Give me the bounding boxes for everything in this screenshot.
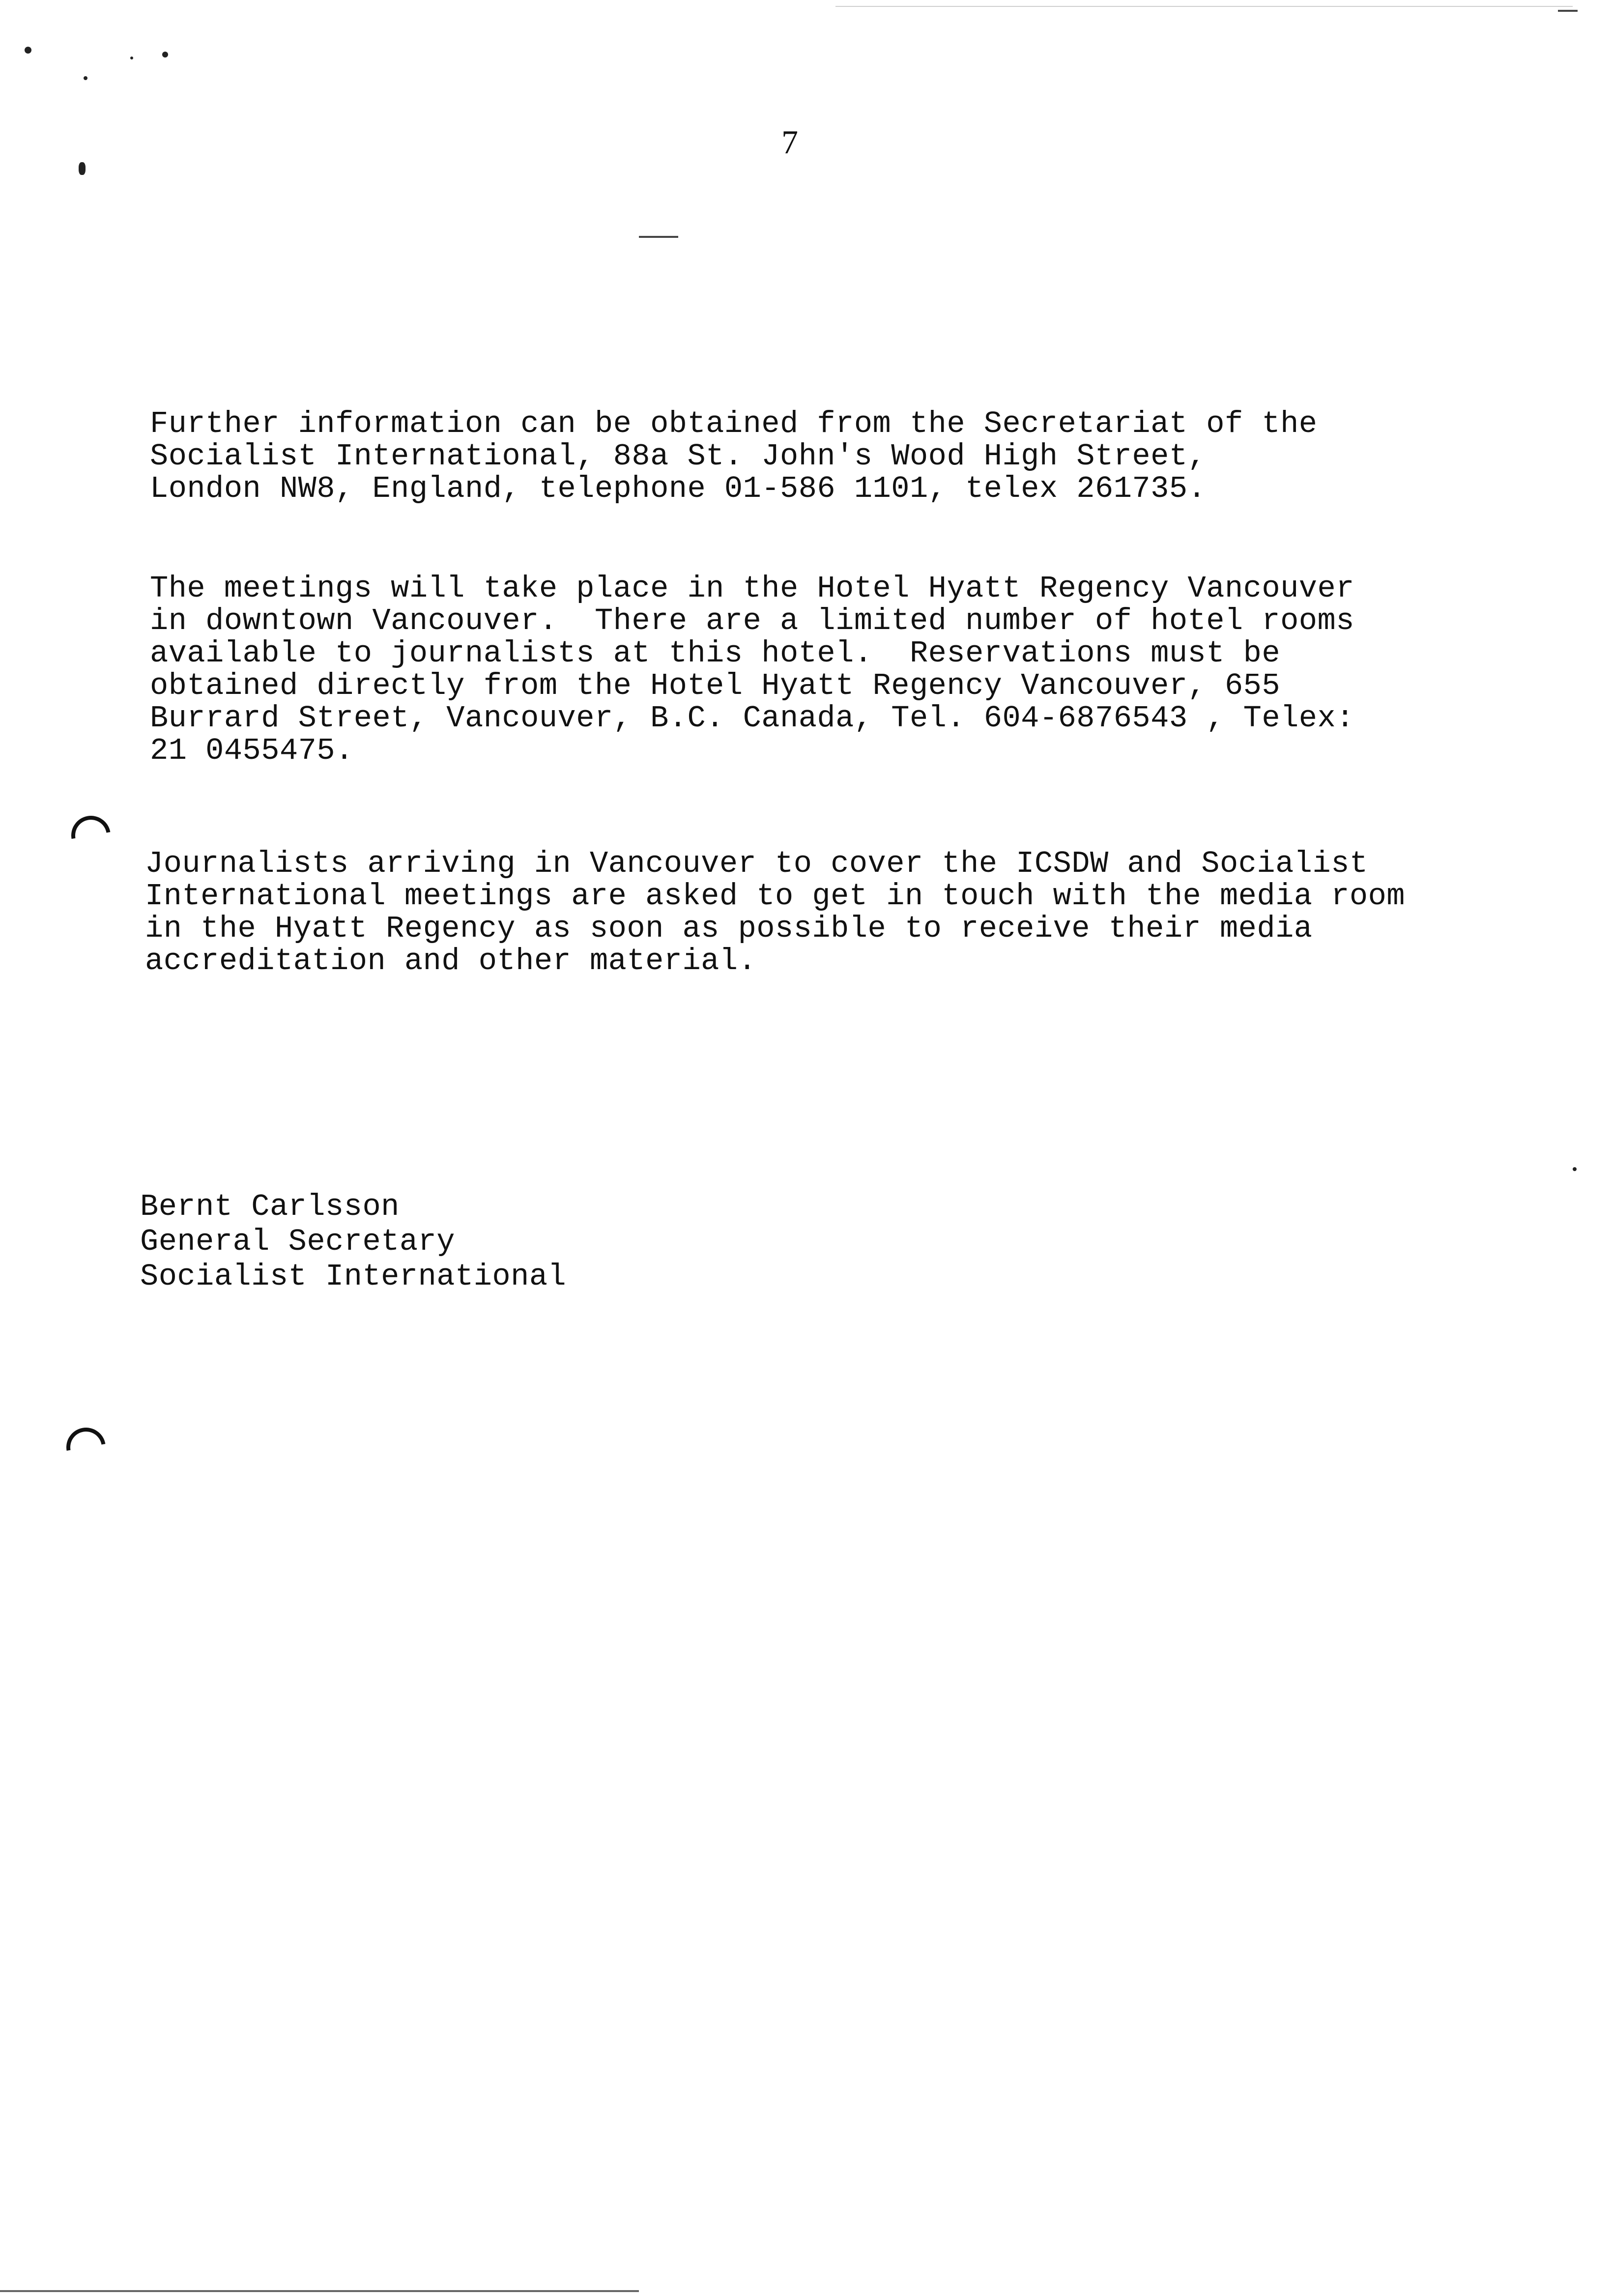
hole-punch-mark <box>58 1420 113 1474</box>
paragraph-journalists: Journalists arriving in Vancouver to cover the ICSDW and Socialist International meetings are asked to get in touch with the media room in the Hyatt Regency as soon as possible to receive their media accreditation and other material. <box>145 846 1406 978</box>
scan-speck <box>25 47 31 54</box>
paragraph-further-information: Further information can be obtained from the Secretariat of the Socialist International, 88a St. John's Wood High Street, London NW8, England, telephone 01-586 1101, telex 261735. <box>150 406 1318 506</box>
scan-speck <box>162 52 168 57</box>
scan-artifact-bottom-line <box>0 2290 639 2292</box>
scan-speck <box>1573 1167 1577 1171</box>
signature-organization: Socialist International <box>140 1259 567 1294</box>
scan-speck <box>79 162 86 175</box>
page-number: 7 <box>781 123 798 161</box>
hole-punch-mark <box>63 808 118 862</box>
signature-block <box>140 1189 566 1294</box>
scan-mark <box>1558 10 1578 12</box>
scan-speck <box>84 76 87 80</box>
scan-mark <box>639 236 678 238</box>
signature-name: Bernt Carlsson <box>140 1189 400 1224</box>
scan-speck <box>130 57 133 59</box>
scan-artifact-top-line <box>835 6 1573 7</box>
paragraph-meetings-location: The meetings will take place in the Hotel Hyatt Regency Vancouver in downtown Vancouver. There are a limited number of hotel rooms available to journalists at this hotel. Reservations must be obtained directly from the Hotel Hyatt Regency Vancouver, 655 Burrard Street, Vancouver, B.C. Canada, Tel. 604-6876543 , Telex: 21 0455475. <box>150 571 1354 768</box>
signature-title: General Secretary <box>140 1224 456 1259</box>
